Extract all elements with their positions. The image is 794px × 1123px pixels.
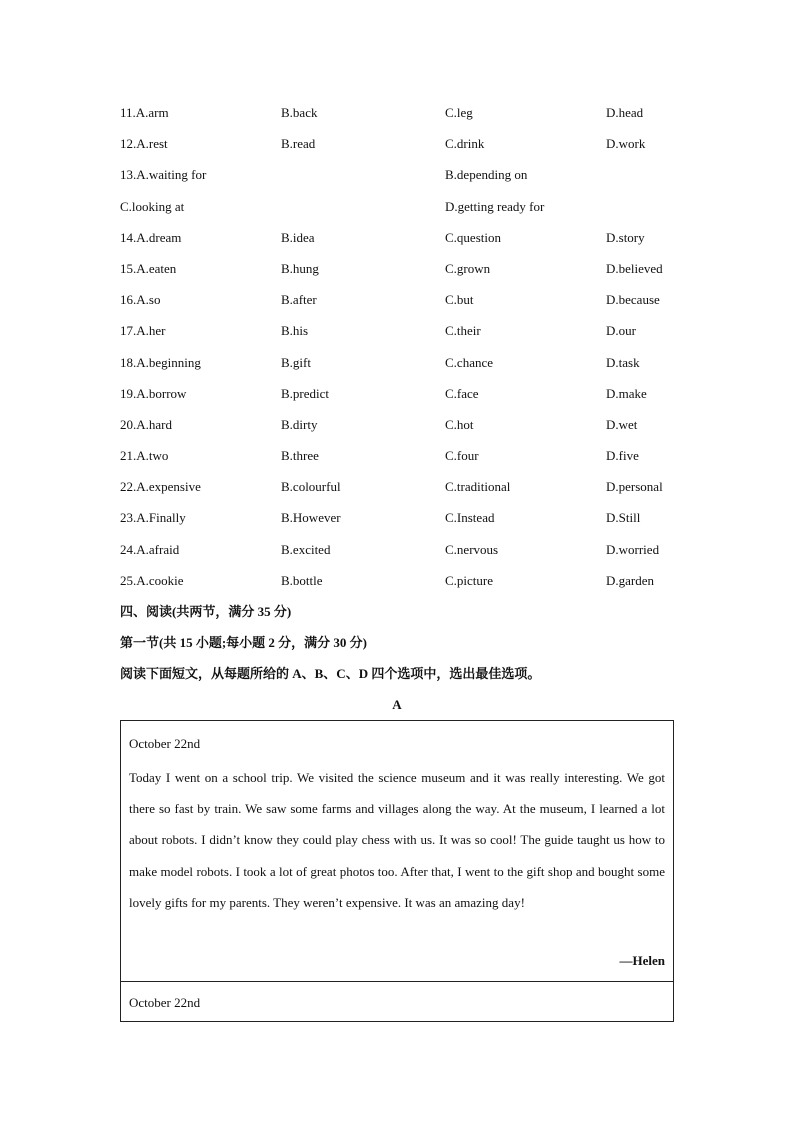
instructions: 阅读下面短文，从每题所给的 A、B、C、D 四个选项中，选出最佳选项。	[120, 666, 541, 681]
option-d: D.wet	[606, 416, 638, 432]
option-d: D.story	[606, 229, 645, 245]
option-b: B.three	[281, 448, 319, 464]
option-a: 20.A.hard	[120, 416, 172, 432]
option-a: 22.A.expensive	[120, 479, 201, 495]
option-row	[120, 502, 680, 533]
passage-body: Today I went on a school trip. We visited the science museum and it was really interesting. We got there so fast by train. We saw some farms and villages along the way. At the museum, I learned a lot about robots. I didn’t know they could play chess with us. It was so cool! The guide taught us how to make model robots. I took a lot of great photos too. After that, I went to the gift shop and bought some lovely gifts for my parents. They weren’t expensive. It was an amazing day!	[129, 770, 665, 910]
option-d: D.personal	[606, 479, 663, 495]
option-b: B.dirty	[281, 416, 318, 432]
option-d: D.work	[606, 136, 646, 152]
option-d: D.believed	[606, 260, 663, 276]
option-b: B.However	[281, 510, 341, 526]
passage-letter: A	[392, 697, 402, 712]
option-c: C.picture	[445, 572, 494, 588]
option-row	[120, 128, 680, 159]
option-row	[120, 159, 680, 190]
option-c: C.but	[445, 292, 474, 308]
option-a: 25.A.cookie	[120, 572, 184, 588]
option-c: C.nervous	[445, 541, 499, 557]
option-a: 12.A.rest	[120, 136, 168, 152]
option-row	[120, 440, 680, 471]
option-b: B.his	[281, 323, 309, 339]
option-d: D.because	[606, 292, 660, 308]
answer-options	[120, 97, 680, 596]
option-c: B.depending on	[445, 167, 528, 183]
passage-box	[120, 720, 674, 1022]
option-d: D.make	[606, 385, 647, 401]
option-b: B.back	[281, 105, 318, 120]
option-a: 23.A.Finally	[120, 510, 186, 526]
option-a: 16.A.so	[120, 292, 161, 308]
option-row	[120, 471, 680, 502]
option-a: 17.A.her	[120, 323, 166, 339]
option-b: B.read	[281, 136, 316, 152]
option-b: B.idea	[281, 229, 315, 245]
option-b: B.excited	[281, 541, 331, 557]
option-c: C.traditional	[445, 479, 511, 495]
option-d: D.Still	[606, 510, 641, 526]
option-b: B.colourful	[281, 479, 341, 495]
passage-signature: —Helen	[619, 953, 665, 968]
option-a: 15.A.eaten	[120, 260, 177, 276]
option-d: D.our	[606, 323, 636, 339]
option-d: D.head	[606, 105, 644, 120]
option-b: B.gift	[281, 354, 311, 370]
option-row	[120, 565, 680, 596]
option-b: B.predict	[281, 385, 330, 401]
option-c: C.grown	[445, 260, 491, 276]
option-d: D.worried	[606, 541, 660, 557]
option-c: C.chance	[445, 354, 494, 370]
option-a: 19.A.borrow	[120, 385, 187, 401]
option-c: C.Instead	[445, 510, 495, 526]
option-c: C.drink	[445, 136, 485, 152]
option-a: 18.A.beginning	[120, 354, 201, 370]
option-a: 21.A.two	[120, 448, 169, 464]
option-c: C.four	[445, 448, 479, 464]
option-c: C.leg	[445, 105, 473, 120]
option-c: C.their	[445, 323, 481, 339]
option-c: D.getting ready for	[445, 198, 545, 214]
option-a: 14.A.dream	[120, 229, 182, 245]
option-row	[120, 534, 680, 565]
option-a: 24.A.afraid	[120, 541, 180, 557]
option-c: C.hot	[445, 416, 474, 432]
passage-divider	[121, 981, 673, 982]
subsection-title: 第一节(共 15 小题;每小题 2 分，满分 30 分)	[120, 635, 367, 650]
option-a: C.looking at	[120, 198, 185, 214]
option-a: 13.A.waiting for	[120, 167, 207, 183]
option-row	[120, 97, 680, 128]
option-b: B.hung	[281, 260, 319, 276]
option-d: D.five	[606, 448, 639, 464]
option-d: D.garden	[606, 572, 655, 588]
option-row	[120, 347, 680, 378]
passage-date: October 22nd	[129, 736, 201, 751]
next-passage-date: October 22nd	[129, 995, 201, 1010]
option-row	[120, 253, 680, 284]
option-b: B.bottle	[281, 572, 323, 588]
option-c: C.question	[445, 229, 501, 245]
option-row	[120, 284, 680, 315]
section-title: 四、阅读(共两节，满分 35 分)	[120, 604, 292, 619]
option-c: C.face	[445, 385, 479, 401]
option-d: D.task	[606, 354, 640, 370]
option-row	[120, 378, 680, 409]
option-row	[120, 222, 680, 253]
option-b: B.after	[281, 292, 317, 308]
option-row	[120, 315, 680, 346]
option-row	[120, 191, 680, 222]
option-a: 11.A.arm	[120, 105, 169, 120]
option-row	[120, 409, 680, 440]
